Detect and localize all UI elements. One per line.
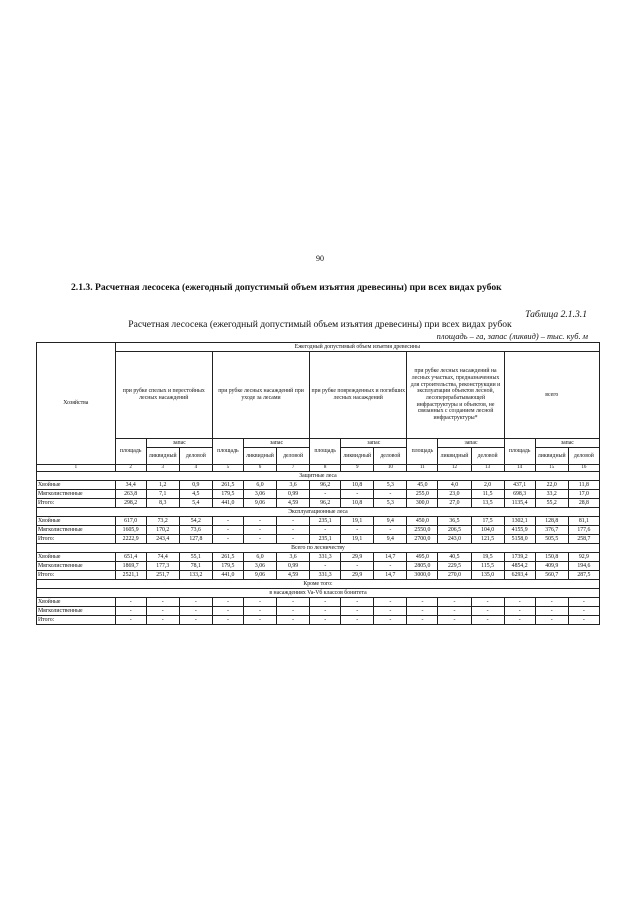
- table-cell: -: [341, 607, 374, 616]
- table-cell: 92,9: [568, 553, 599, 562]
- header-stock: запас: [146, 439, 212, 448]
- table-cell: 270,0: [438, 571, 471, 580]
- table-cell: -: [212, 535, 243, 544]
- table-cell: 150,8: [535, 553, 568, 562]
- header-liquid: ликвидный: [341, 448, 374, 465]
- table-cell: 4,0: [438, 481, 471, 490]
- table-cell: 6293,4: [504, 571, 535, 580]
- section-title-row: [37, 472, 600, 481]
- row-label: Итого:: [37, 616, 116, 625]
- header-row-stock: [37, 439, 600, 448]
- column-number: 6: [243, 465, 276, 472]
- table-cell: -: [243, 526, 276, 535]
- table-cell: 2,0: [471, 481, 504, 490]
- table-cell: -: [504, 616, 535, 625]
- table-cell: 3000,0: [407, 571, 438, 580]
- header-top: Ежегодный допустимый объем изъятия древесины: [115, 343, 599, 352]
- table-cell: 6,0: [243, 481, 276, 490]
- table-cell: -: [243, 616, 276, 625]
- table-cell: 17,5: [471, 517, 504, 526]
- table-cell: 6,0: [243, 553, 276, 562]
- section-title: Защитные леса: [37, 472, 600, 481]
- row-label: Итого:: [37, 499, 116, 508]
- table-cell: 2700,0: [407, 535, 438, 544]
- table-cell: 229,5: [438, 562, 471, 571]
- table-cell: -: [504, 598, 535, 607]
- table-cell: 0,9: [179, 481, 212, 490]
- header-stock: запас: [535, 439, 599, 448]
- header-stock: запас: [438, 439, 504, 448]
- table-cell: -: [310, 562, 341, 571]
- table-cell: -: [212, 598, 243, 607]
- table-cell: -: [212, 517, 243, 526]
- table-cell: 4,5: [179, 490, 212, 499]
- table-cell: 1869,7: [115, 562, 146, 571]
- table-cell: 177,3: [146, 562, 179, 571]
- table-cell: 1302,1: [504, 517, 535, 526]
- page-number: 90: [316, 254, 324, 263]
- section-title: Эксплуатационные леса: [37, 508, 600, 517]
- row-label: Хвойные: [37, 553, 116, 562]
- table-cell: -: [407, 616, 438, 625]
- table-cell: 170,2: [146, 526, 179, 535]
- table-cell: 698,3: [504, 490, 535, 499]
- table-cell: 409,9: [535, 562, 568, 571]
- table-row: [37, 562, 600, 571]
- table-cell: 2521,1: [115, 571, 146, 580]
- allowable-cut-table: [36, 342, 600, 625]
- header-area: площадь: [212, 439, 243, 465]
- column-number: 15: [535, 465, 568, 472]
- table-cell: 261,5: [212, 553, 243, 562]
- column-number: 2: [115, 465, 146, 472]
- column-number: 11: [407, 465, 438, 472]
- column-number: 3: [146, 465, 179, 472]
- header-group-care: при рубке лесных насаждений при уходе за лесами: [212, 352, 309, 439]
- table-cell: 4155,9: [504, 526, 535, 535]
- table-cell: 5158,0: [504, 535, 535, 544]
- table-cell: 96,2: [310, 499, 341, 508]
- table-cell: -: [341, 598, 374, 607]
- section-title: Кроме того:: [37, 580, 600, 589]
- header-liquid: ликвидный: [146, 448, 179, 465]
- table-cell: -: [310, 598, 341, 607]
- table-cell: 81,1: [568, 517, 599, 526]
- header-area: площадь: [504, 439, 535, 465]
- table-cell: 96,2: [310, 481, 341, 490]
- table-cell: 437,1: [504, 481, 535, 490]
- table-cell: 10,8: [341, 499, 374, 508]
- table-cell: 495,0: [407, 553, 438, 562]
- row-label: Хвойные: [37, 598, 116, 607]
- table-cell: -: [115, 598, 146, 607]
- table-cell: 331,3: [310, 553, 341, 562]
- table-cell: 1605,9: [115, 526, 146, 535]
- table-cell: 255,0: [407, 490, 438, 499]
- table-cell: -: [179, 616, 212, 625]
- table-cell: 104,0: [471, 526, 504, 535]
- table-cell: 2550,0: [407, 526, 438, 535]
- table-cell: -: [146, 616, 179, 625]
- table-cell: 1739,2: [504, 553, 535, 562]
- column-number: 4: [179, 465, 212, 472]
- table-cell: -: [310, 526, 341, 535]
- table-cell: 4,59: [277, 499, 310, 508]
- table-cell: 194,6: [568, 562, 599, 571]
- table-cell: -: [277, 535, 310, 544]
- table-cell: 651,4: [115, 553, 146, 562]
- table-cell: -: [568, 616, 599, 625]
- header-area: площадь: [310, 439, 341, 465]
- table-cell: -: [374, 490, 407, 499]
- header-commercial: деловой: [471, 448, 504, 465]
- row-label: Мягколиственные: [37, 490, 116, 499]
- table-cell: -: [374, 607, 407, 616]
- column-number: 5: [212, 465, 243, 472]
- table-cell: 19,5: [471, 553, 504, 562]
- table-row: [37, 526, 600, 535]
- table-cell: 331,3: [310, 571, 341, 580]
- table-cell: 9,4: [374, 517, 407, 526]
- table-cell: 258,7: [568, 535, 599, 544]
- column-number: 13: [471, 465, 504, 472]
- header-farms: Хозяйства: [37, 343, 116, 465]
- header-commercial: деловой: [179, 448, 212, 465]
- table-cell: -: [341, 562, 374, 571]
- table-cell: 19,1: [341, 517, 374, 526]
- table-cell: 133,2: [179, 571, 212, 580]
- table-cell: 2805,0: [407, 562, 438, 571]
- header-commercial: деловой: [277, 448, 310, 465]
- table-cell: 177,6: [568, 526, 599, 535]
- table-cell: 1,2: [146, 481, 179, 490]
- table-cell: 263,8: [115, 490, 146, 499]
- table-cell: 29,9: [341, 571, 374, 580]
- table-cell: 4854,2: [504, 562, 535, 571]
- table-cell: 54,2: [179, 517, 212, 526]
- column-number: 14: [504, 465, 535, 472]
- row-label: Хвойные: [37, 517, 116, 526]
- table-cell: 243,0: [438, 535, 471, 544]
- table-cell: -: [277, 517, 310, 526]
- table-cell: -: [277, 598, 310, 607]
- table-cell: 617,0: [115, 517, 146, 526]
- table-cell: -: [212, 526, 243, 535]
- table-cell: 298,2: [115, 499, 146, 508]
- table-cell: 121,5: [471, 535, 504, 544]
- table-cell: -: [115, 616, 146, 625]
- table-cell: -: [212, 616, 243, 625]
- table-cell: -: [407, 598, 438, 607]
- table-cell: 14,7: [374, 571, 407, 580]
- table-row: [37, 571, 600, 580]
- row-label: Мягколиственные: [37, 562, 116, 571]
- table-cell: -: [243, 607, 276, 616]
- header-liquid: ликвидный: [535, 448, 568, 465]
- table-cell: 23,0: [438, 490, 471, 499]
- table-cell: -: [374, 526, 407, 535]
- header-group-infrastructure: при рубке лесных насаждений на лесных участках, предназначенных для строительства, реконструкции и эксплуатации объектов лесной, лесоперерабатывающей инфраструктуры и объектов, не связанных с созданием лесной инфраструктуры*: [407, 352, 504, 439]
- table-cell: -: [243, 598, 276, 607]
- column-number: 10: [374, 465, 407, 472]
- table-cell: -: [568, 607, 599, 616]
- table-cell: 33,2: [535, 490, 568, 499]
- table-cell: -: [310, 616, 341, 625]
- table-cell: -: [438, 616, 471, 625]
- table-cell: 505,5: [535, 535, 568, 544]
- table-cell: 127,8: [179, 535, 212, 544]
- table-cell: 1135,4: [504, 499, 535, 508]
- table-cell: -: [568, 598, 599, 607]
- table-cell: 287,5: [568, 571, 599, 580]
- section-subtitle: в насаждениях Va-Vб классов бонитета: [37, 589, 600, 598]
- table-cell: 441,0: [212, 499, 243, 508]
- row-label: Мягколиственные: [37, 526, 116, 535]
- table-cell: -: [407, 607, 438, 616]
- row-label: Мягколиственные: [37, 607, 116, 616]
- table-cell: 135,0: [471, 571, 504, 580]
- column-number-row: [37, 465, 600, 472]
- column-number: 8: [310, 465, 341, 472]
- table-cell: 5,3: [374, 499, 407, 508]
- table-cell: 0,99: [277, 562, 310, 571]
- table-cell: 8,3: [146, 499, 179, 508]
- table-cell: 235,1: [310, 535, 341, 544]
- table-cell: 78,1: [179, 562, 212, 571]
- table-cell: -: [341, 616, 374, 625]
- table-cell: 115,5: [471, 562, 504, 571]
- table-cell: -: [277, 616, 310, 625]
- table-cell: -: [374, 562, 407, 571]
- header-stock: запас: [243, 439, 309, 448]
- table-cell: -: [310, 490, 341, 499]
- table-cell: 55,2: [535, 499, 568, 508]
- section-title-row: [37, 580, 600, 589]
- table-cell: 11,5: [471, 490, 504, 499]
- table-cell: -: [146, 607, 179, 616]
- column-number: 9: [341, 465, 374, 472]
- table-cell: 4,59: [277, 571, 310, 580]
- table-cell: 128,8: [535, 517, 568, 526]
- table-cell: -: [115, 607, 146, 616]
- table-cell: -: [438, 607, 471, 616]
- header-group-mature: при рубке спелых и перестойных лесных насаждений: [115, 352, 212, 439]
- table-cell: 0,99: [277, 490, 310, 499]
- table-cell: 5,3: [374, 481, 407, 490]
- section-subtitle-row: [37, 589, 600, 598]
- header-commercial: деловой: [568, 448, 599, 465]
- table-cell: 73,6: [179, 526, 212, 535]
- column-number: 16: [568, 465, 599, 472]
- table-cell: 10,8: [341, 481, 374, 490]
- table-cell: 9,4: [374, 535, 407, 544]
- table-cell: 450,0: [407, 517, 438, 526]
- table-cell: -: [535, 607, 568, 616]
- header-stock: запас: [341, 439, 407, 448]
- table-cell: -: [438, 598, 471, 607]
- table-cell: 14,7: [374, 553, 407, 562]
- table-caption: Расчетная лесосека (ежегодный допустимый объем изъятия древесины) при всех видах рубок: [128, 319, 512, 330]
- table-row: [37, 517, 600, 526]
- table-row: [37, 598, 600, 607]
- table-cell: -: [243, 535, 276, 544]
- table-cell: 3,6: [277, 553, 310, 562]
- table-cell: -: [277, 526, 310, 535]
- table-cell: 3,06: [243, 490, 276, 499]
- header-row-top: [37, 343, 600, 352]
- column-number: 1: [37, 465, 116, 472]
- table-cell: -: [471, 616, 504, 625]
- section-title: Всего по лесничеству: [37, 544, 600, 553]
- table-cell: -: [535, 598, 568, 607]
- table-cell: 261,5: [212, 481, 243, 490]
- header-liquid: ликвидный: [438, 448, 471, 465]
- section-title-row: [37, 508, 600, 517]
- header-commercial: деловой: [374, 448, 407, 465]
- header-area: площадь: [115, 439, 146, 465]
- table-cell: 73,2: [146, 517, 179, 526]
- header-group-damaged: при рубке поврежденных и погибших лесных насаждений: [310, 352, 407, 439]
- table-cell: 7,1: [146, 490, 179, 499]
- table-cell: -: [212, 607, 243, 616]
- table-body: [37, 343, 600, 625]
- row-label: Итого:: [37, 571, 116, 580]
- section-heading: 2.1.3. Расчетная лесосека (ежегодный допустимый объем изъятия древесины) при всех видах рубок: [71, 282, 502, 293]
- table-cell: 376,7: [535, 526, 568, 535]
- table-cell: 9,06: [243, 571, 276, 580]
- table-cell: 28,8: [568, 499, 599, 508]
- table-cell: -: [374, 616, 407, 625]
- table-cell: -: [179, 607, 212, 616]
- table-cell: 36,5: [438, 517, 471, 526]
- column-number: 7: [277, 465, 310, 472]
- table-cell: 11,8: [568, 481, 599, 490]
- table-cell: 441,0: [212, 571, 243, 580]
- table-cell: -: [277, 607, 310, 616]
- table-cell: -: [535, 616, 568, 625]
- table-cell: 13,5: [471, 499, 504, 508]
- header-area: площадь: [407, 439, 438, 465]
- table-cell: 17,0: [568, 490, 599, 499]
- table-cell: 2222,9: [115, 535, 146, 544]
- row-label: Хвойные: [37, 481, 116, 490]
- table-cell: 27,0: [438, 499, 471, 508]
- table-cell: -: [471, 598, 504, 607]
- table-cell: 5,4: [179, 499, 212, 508]
- table-cell: 3,06: [243, 562, 276, 571]
- table-row: [37, 499, 600, 508]
- table-cell: 22,0: [535, 481, 568, 490]
- table-row: [37, 553, 600, 562]
- table-row: [37, 616, 600, 625]
- table-cell: -: [243, 517, 276, 526]
- table-label: Таблица 2.1.3.1: [525, 309, 587, 320]
- table-units: площадь – га, запас (ликвид) – тыс. куб. м: [436, 332, 588, 341]
- table-cell: 9,06: [243, 499, 276, 508]
- table-cell: -: [341, 490, 374, 499]
- section-title-row: [37, 544, 600, 553]
- table-cell: 29,9: [341, 553, 374, 562]
- table-cell: -: [504, 607, 535, 616]
- table-cell: 243,4: [146, 535, 179, 544]
- table-cell: 560,7: [535, 571, 568, 580]
- table-cell: 179,5: [212, 562, 243, 571]
- table-cell: -: [471, 607, 504, 616]
- table-row: [37, 490, 600, 499]
- table-cell: 206,5: [438, 526, 471, 535]
- row-label: Итого:: [37, 535, 116, 544]
- table-cell: 19,1: [341, 535, 374, 544]
- table-cell: -: [146, 598, 179, 607]
- table-cell: -: [374, 598, 407, 607]
- table-cell: 300,0: [407, 499, 438, 508]
- table-row: [37, 481, 600, 490]
- table-row: [37, 607, 600, 616]
- table-cell: 251,7: [146, 571, 179, 580]
- table-cell: 34,4: [115, 481, 146, 490]
- table-cell: 40,5: [438, 553, 471, 562]
- table-cell: 3,6: [277, 481, 310, 490]
- table-cell: 55,1: [179, 553, 212, 562]
- header-group-total: всего: [504, 352, 599, 439]
- table-cell: 45,0: [407, 481, 438, 490]
- header-liquid: ликвидный: [243, 448, 276, 465]
- table-cell: -: [179, 598, 212, 607]
- table-cell: -: [310, 607, 341, 616]
- table-cell: -: [341, 526, 374, 535]
- header-row-groups: [37, 352, 600, 439]
- table-cell: 179,5: [212, 490, 243, 499]
- column-number: 12: [438, 465, 471, 472]
- table-cell: 74,4: [146, 553, 179, 562]
- table-cell: 235,1: [310, 517, 341, 526]
- table-row: [37, 535, 600, 544]
